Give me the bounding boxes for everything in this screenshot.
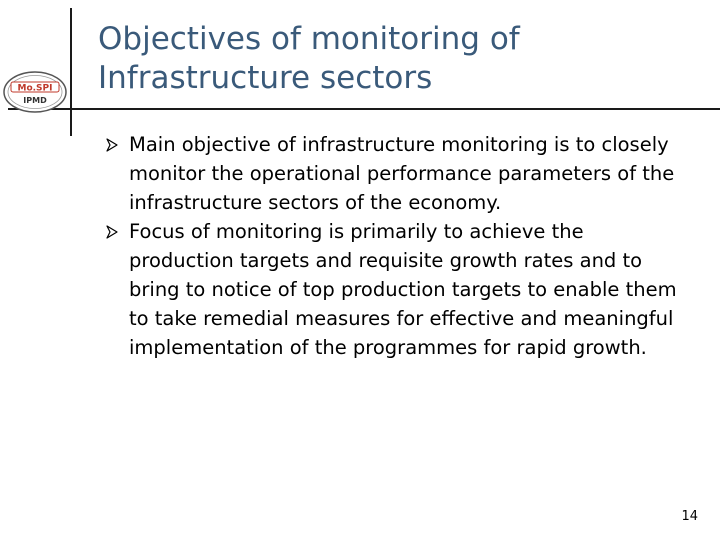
slide-content [106, 130, 691, 362]
logo-bottom-text: IPMD [23, 96, 47, 105]
bullet-text: Main objective of infrastructure monitoring is to closely monitor the operational performance parameters of the infrastructure sectors of the economy. [129, 133, 675, 214]
page-number: 14 [681, 509, 698, 524]
slide-title [98, 20, 698, 98]
arrowhead-bullet-icon [106, 138, 118, 152]
bullet-item-1 [106, 130, 691, 217]
bullet-item-2 [106, 217, 691, 362]
arrowhead-bullet-icon [106, 225, 118, 239]
logo-top-text: Mo.SPI [17, 83, 53, 94]
title-line-2: Infrastructure sectors [98, 60, 433, 96]
mospi-logo [2, 70, 68, 114]
horizontal-rule [8, 108, 720, 110]
bullet-list [106, 130, 691, 362]
bullet-text: Focus of monitoring is primarily to achieve the production targets and requisite growth rates and to bring to notice of top production targets to enable them to take remedial measures for effective and meaningful implementation of the programmes for rapid growth. [129, 220, 677, 359]
vertical-rule [70, 8, 72, 136]
title-line-1: Objectives of monitoring of [98, 21, 520, 57]
